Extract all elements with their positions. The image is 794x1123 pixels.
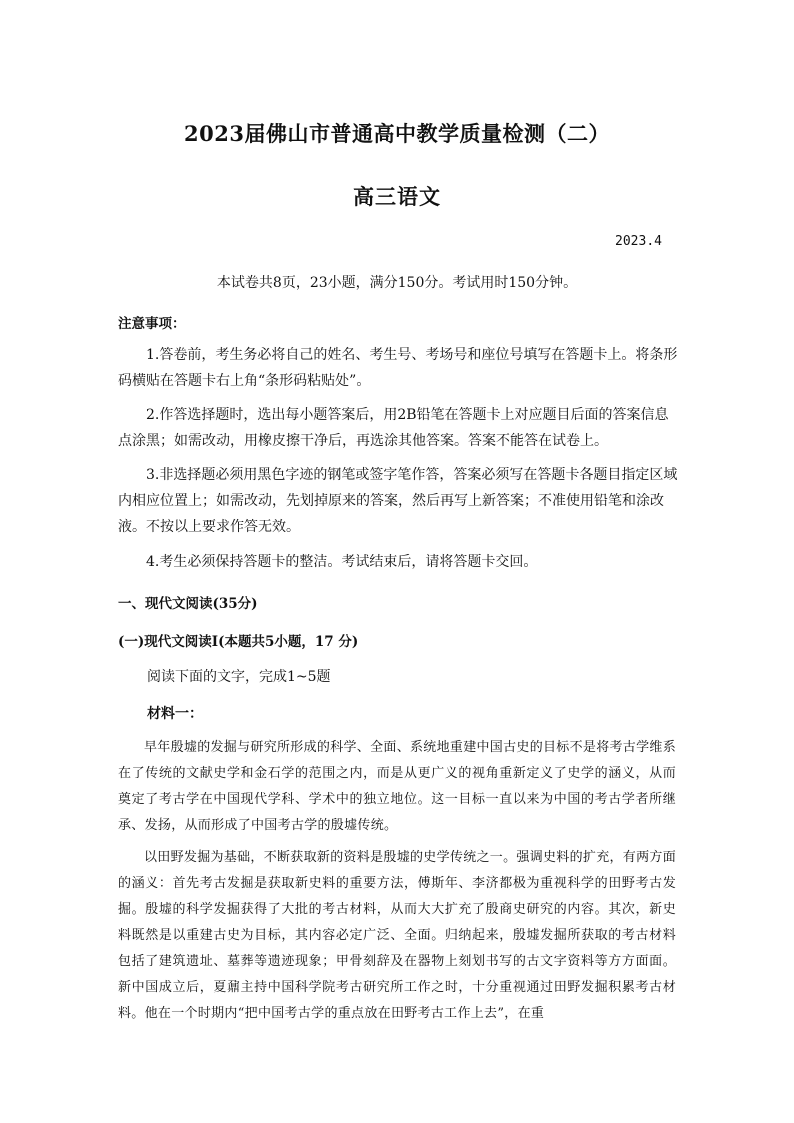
material-paragraph-1: 早年殷墟的发掘与研究所形成的科学、全面、系统地重建中国古史的目标不是将考古学维系在了传统的文献史学和金石学的范围之内，而是从更广义的视角重新定义了史学的涵义，从而奠定了考古学在中国现代学科、学术中的独立地位。这一目标一直以来为中国的考古学者所继承、发扬，从而形成了中国考古学的殷墟传统。 bbox=[118, 740, 677, 833]
section-heading: 一、现代文阅读(35分) bbox=[118, 596, 258, 612]
exam-subject: 高三语文 bbox=[353, 184, 441, 209]
exam-title: 2023届佛山市普通高中教学质量检测（二） bbox=[184, 121, 610, 146]
exam-info: 本试卷共8页，23小题，满分150分。考试用时150分钟。 bbox=[216, 275, 578, 291]
notice-item-4: 4.考生必须保持答题卡的整洁。考试结束后，请将答题卡交回。 bbox=[146, 554, 538, 570]
notice-item-1: 1.答卷前，考生务必将自己的姓名、考生号、考场号和座位号填写在答题卡上。将条形码横贴在答题卡右上角“条形码粘贴处”。 bbox=[118, 347, 678, 389]
reading-instruction: 阅读下面的文字，完成1~5题 bbox=[147, 669, 331, 685]
notice-item-2: 2.作答选择题时，选出每小题答案后，用2B铅笔在答题卡上对应题目后面的答案信息点涂黑；如需改动，用橡皮擦干净后，再选涂其他答案。答案不能答在试卷上。 bbox=[118, 407, 669, 449]
exam-date: 2023.4 bbox=[615, 234, 662, 249]
notice-item-3: 3.非选择题必须用黑色字迹的钢笔或签字笔作答，答案必须写在答题卡各题目指定区域内相应位置上；如需改动，先划掉原来的答案，然后再写上新答案；不准使用铅笔和涂改液。不按以上要求作答无效。 bbox=[118, 467, 678, 535]
material-label: 材料一： bbox=[147, 706, 203, 722]
section-subheading: (一)现代文阅读I(本题共5小题，17 分) bbox=[118, 634, 359, 650]
material-paragraph-2: 以田野发掘为基础，不断获取新的资料是殷墟的史学传统之一。强调史料的扩充，有两方面的涵义：首先考古发掘是获取新史料的重要方法，傅斯年、李济都极为重视科学的田野考古发掘。殷墟的科学发掘获得了大批的考古材料，从而大大扩充了殷商史研究的内容。其次，新史料既然是以重建古史为目标，其内容必定广泛、全面。归纳起来，殷墟发掘所获取的考古材料包括了建筑遗址、墓葬等遗迹现象；甲骨刻辞及在器物上刻划书写的古文字资料等方方面面。新中国成立后，夏鼐主持中国科学院考古研究所工作之时，十分重视通过田野发掘积累考古材料。他在一个时期内“把中国考古学的重点放在田野考古工作上去”，在重 bbox=[118, 850, 677, 1021]
notice-heading: 注意事项： bbox=[118, 316, 186, 332]
